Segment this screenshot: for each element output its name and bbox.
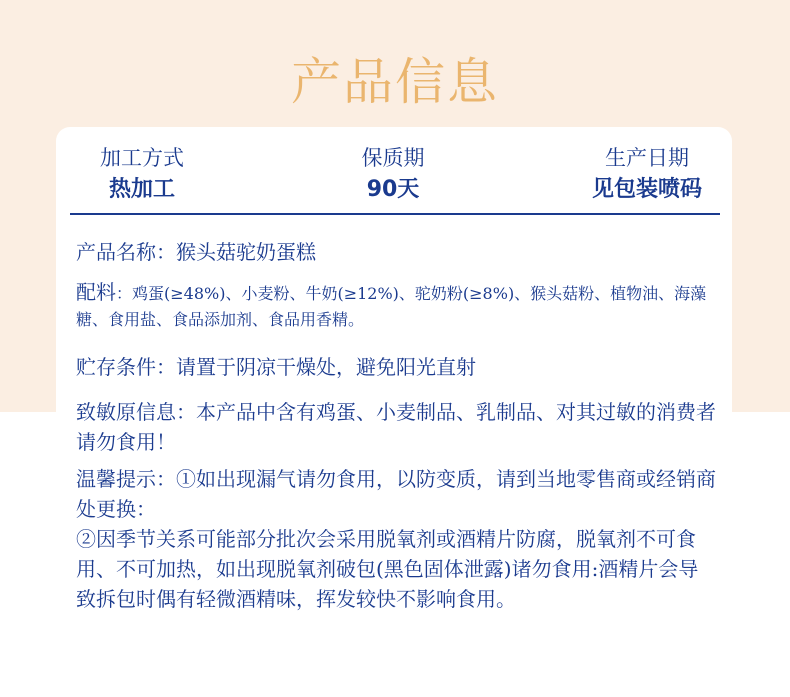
shelf-life [283, 143, 503, 207]
allergen-info: 致敏原信息：本产品中含有鸡蛋、小麦制品、乳制品、对其过敏的消费者请勿食用！ [76, 400, 716, 454]
ingredients-label: 配料 [76, 280, 116, 304]
storage-conditions: 贮存条件：请置于阴凉干燥处，避免阳光直射 [76, 355, 476, 379]
production-date-label: 生产日期 [605, 146, 689, 170]
production-date-value: 见包装喷码 [591, 177, 702, 202]
warm-tips [76, 464, 716, 614]
process-method-value: 热加工 [108, 177, 175, 202]
product-name: 产品名称：猴头菇驼奶蛋糕 [76, 240, 316, 264]
process-method [32, 143, 252, 207]
production-date [537, 143, 757, 207]
shelf-life-value: 90天 [366, 177, 420, 202]
warm-tips-line-1: 温馨提示：①如出现漏气请勿食用，以防变质，请到当地零售商或经销商处更换： [76, 467, 716, 521]
product-info-card [56, 127, 732, 697]
info-summary-row [72, 143, 714, 213]
ingredients-text: ：鸡蛋(≥48%)、小麦粉、牛奶(≥12%)、驼奶粉(≥8%)、猴头菇粉、植物油、海藻糖、食用盐、食品添加剂、食品用香精。 [76, 284, 707, 329]
page-title: 产品信息 [291, 53, 499, 111]
divider-line [70, 213, 720, 215]
ingredients [76, 279, 716, 333]
warm-tips-line-2: ②因季节关系可能部分批次会采用脱氧剂或酒精片防腐，脱氧剂不可食用、不可加热，如出现脱氧剂破包(黑色固体泄露)诸勿食用:酒精片会导致拆包时偶有轻微酒精味，挥发较快不影响食用。 [76, 527, 699, 611]
shelf-life-label: 保质期 [361, 146, 425, 170]
process-method-label: 加工方式 [100, 146, 184, 170]
